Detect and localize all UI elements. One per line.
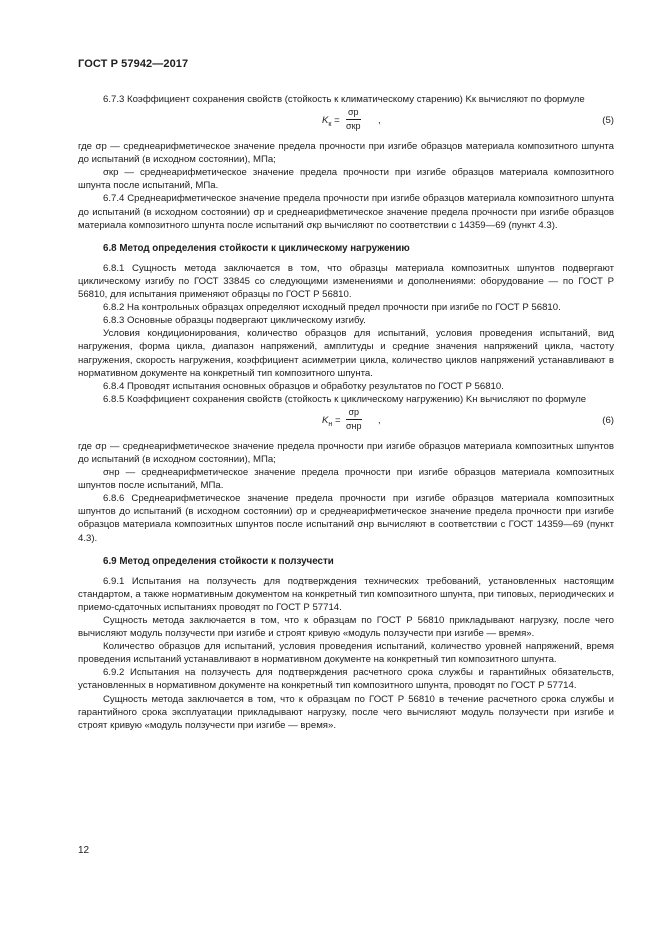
paragraph-6-9-1-essence: Сущность метода заключается в том, что к образцам по ГОСТ Р 56810 прикладывают нагрузку, после чего вычисляют модуль ползучести при изгибе и строят кривую «модуль ползучести при изгибе — время». xyxy=(78,615,614,640)
formula-denominator: σкр xyxy=(346,121,361,132)
paragraph-6-9-2: 6.9.2 Испытания на ползучесть для подтверждения расчетного срока службы и гарантийных обязательств, установленных в нормативном документе на конкретный тип композитного шпунта, проводят по ГОСТ Р 57714. xyxy=(78,667,614,692)
definition-sigma-nr: σнр — среднеарифметическое значение предела прочности при изгибе образцов материала композитных шпунтов после испытаний, МПа. xyxy=(78,467,614,492)
formula-6: $K_н$ = σр σнр , (6) xyxy=(78,406,614,440)
formula-fraction xyxy=(346,406,362,433)
definition-sigma-r: где σр — среднеарифметическое значение предела прочности при изгибе образцов материала композитного шпунта до испытаний (в исходном состоянии), МПа; xyxy=(78,141,614,166)
formula-lhs: $K_к$ = xyxy=(322,115,340,128)
paragraph-6-8-6: 6.8.6 Среднеарифметическое значение предела прочности при изгибе образцов материала композитных шпунтов до испытаний (в исходном состоянии) σр и среднеарифметическое значение предела прочности при изгибе образцов материала композитных шпунтов после испытаний σнр вычисляют в соответствии с ГОСТ 14359—69 (пункт 4.3). xyxy=(78,493,614,544)
paragraph-6-8-5: 6.8.5 Коэффициент сохранения свойств (стойкость к циклическому нагружению) Kн вычисляют по формуле xyxy=(103,393,587,405)
formula-denominator: σнр xyxy=(346,420,362,431)
paragraph-6-9-1: 6.9.1 Испытания на ползучесть для подтверждения технических требований, установленных настоящим стандартом, а также нормативным документом на конкретный тип композитного шпунта, при типовых, периодических и приемо-сдаточных испытаниях проводят по ГОСТ Р 57714. xyxy=(78,575,614,613)
page-content xyxy=(78,93,614,732)
formula-numerator: σр xyxy=(346,406,362,420)
paragraph-6-8-1: 6.8.1 Сущность метода заключается в том, что образцы материала композитных шпунтов подвергают циклическому изгибу по ГОСТ 33845 со следующими изменениями и дополнениями: оборудование — по ГОСТ Р 56810, для испытания применяют образцы по ГОСТ Р 56810. xyxy=(78,262,614,301)
paragraph-6-9-1-conditions: Количество образцов для испытаний, условия проведения испытаний, количество уровней напряжений, время проведения испытаний устанавливают в нормативном документе на конкретный тип композитного шпунта. xyxy=(78,641,614,666)
paragraph-6-7-3: 6.7.3 Коэффициент сохранения свойств (стойкость к климатическому старению) Kк вычисляют по формуле xyxy=(103,94,585,105)
formula-number: (6) xyxy=(602,414,614,426)
section-title-6-9: 6.9 Метод определения стойкости к ползучести xyxy=(103,555,334,567)
paragraph-6-7-4: 6.7.4 Среднеарифметическое значение предела прочности при изгибе образцов материала композитного шпунта до испытаний (в исходном состоянии) σр и среднеарифметическое значение предела прочности при изгибе образцов материала композитного шпунта после испытаний σкр вычисляют по соответствии с 14359—69 (пункт 4.3). xyxy=(78,193,614,231)
definition-sigma-r: где σр — среднеарифметическое значение предела прочности при изгибе образцов материала композитных шпунтов до испытаний (в исходном состоянии), МПа; xyxy=(78,440,614,465)
paragraph-6-8-2: 6.8.2 На контрольных образцах определяют исходный предел прочности при изгибе по ГОСТ Р 56810. xyxy=(103,302,561,314)
section-title-6-8: 6.8 Метод определения стойкости к циклическому нагружению xyxy=(103,242,410,254)
paragraph-6-9-2-essence: Сущность метода заключается в том, что к образцам по ГОСТ Р 56810 в течение расчетного срока службы и гарантийного срока эксплуатации прикладывают нагрузку, после чего вычисляют модуль ползучести при изгибе и строят кривую «модуль ползучести при изгибе — время». xyxy=(78,693,614,731)
paragraph-6-8-4: 6.8.4 Проводят испытания основных образцов и обработку результатов по ГОСТ Р 56810. xyxy=(103,380,504,392)
paragraph-6-8-3: 6.8.3 Основные образцы подвергают циклическому изгибу. xyxy=(103,315,366,327)
formula-number: (5) xyxy=(602,115,614,127)
definition-sigma-kr: σкр — среднеарифметическое значение предела прочности при изгибе образцов материала композитного шпунта после испытаний, МПа. xyxy=(78,167,614,192)
page-number: 12 xyxy=(78,845,90,856)
formula-numerator: σр xyxy=(346,106,361,120)
formula-5: $K_к$ = σр σкр , (5) xyxy=(78,106,614,140)
formula-lhs: $K_н$ = xyxy=(322,414,341,428)
paragraph-6-8-3-conditions: Условия кондиционирования, количество образцов для испытаний, условия проведения испытаний, вид нагружения, форма цикла, диапазон напряжений, амплитуды и средние значения напряжений цикла, частоту нагружения, скорость нагружения, коэффициент асимметрии цикла, количество циклов напряжений устанавливают в нормативном документе на конкретный тип композитного шпунта. xyxy=(78,328,614,379)
formula-fraction xyxy=(346,106,361,133)
standard-header: ГОСТ Р 57942—2017 xyxy=(78,58,189,70)
